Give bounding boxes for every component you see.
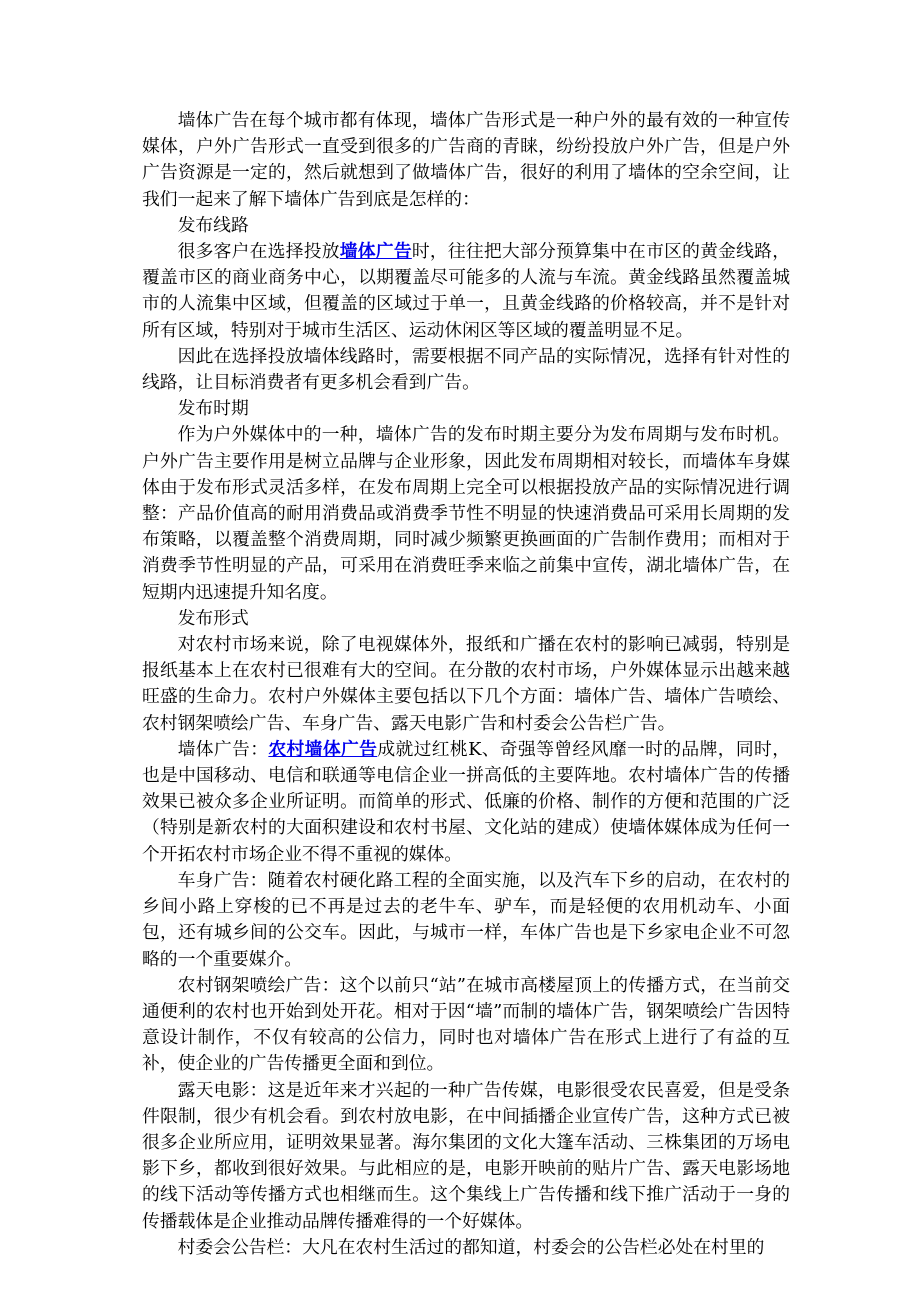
form-paragraph: 对农村市场来说，除了电视媒体外，报纸和广播在农村的影响已减弱，特别是报纸基本上在农村已很难有大的空间。在分散的农村市场，户外媒体显示出越来越旺盛的生命力。农村户外媒体主要包括以下几个方面：墙体广告、墙体广告喷绘、农村钢架喷绘广告、车身广告、露天电影广告和村委会公告栏广告。	[142, 634, 790, 734]
document-page	[142, 108, 790, 1261]
route-text-before: 很多客户在选择投放	[177, 241, 340, 263]
village-board-paragraph: 村委会公告栏：大凡在农村生活过的都知道，村委会的公告栏必处在村里的	[177, 1236, 765, 1258]
steel-frame-ad-paragraph: 农村钢架喷绘广告：这个以前只“站”在城市高楼屋顶上的传播方式，在当前交通便利的农村也开始到处开花。相对于因“墙”而制的墙体广告，钢架喷绘广告因特意设计制作，不仅有较高的公信力，同时也对墙体广告在形式上进行了有益的互补，使企业的广告传播更全面和到位。	[142, 974, 790, 1075]
wall-ad-text-before: 墙体广告：	[177, 738, 269, 760]
wall-ad-text-after: 成就过红桃K、奇强等曾经风靡一时的品牌，同时，也是中国移动、电信和联通等电信企业一拼高低的主要阵地。农村墙体广告的传播效果已被众多企业所证明。而简单的形式、低廉的价格、制作的方便和范围的广泛（特别是新农村的大面积建设和农村书屋、文化站的建成）使墙体媒体成为任何一个开拓农村市场企业不得不重视的媒体。	[142, 738, 790, 865]
heading-publish-form: 发布形式	[177, 607, 249, 629]
wall-ad-paragraph	[142, 737, 790, 868]
route-paragraph	[142, 239, 790, 344]
wall-ad-link[interactable]: 墙体广告	[339, 241, 412, 263]
intro-paragraph: 墙体广告在每个城市都有体现，墙体广告形式是一种户外的最有效的一种宣传媒体，户外广告形式一直受到很多的广告商的青睐，纷纷投放户外广告，但是户外广告资源是一定的，然后就想到了做墙体广告，很好的利用了墙体的空余空间，让我们一起来了解下墙体广告到底是怎样的：	[142, 110, 790, 210]
period-paragraph: 作为户外媒体中的一种，墙体广告的发布时期主要分为发布周期与发布时机。户外广告主要作用是树立品牌与企业形象，因此发布周期相对较长，而墙体车身媒体由于发布形式灵活多样，在发布周期上完全可以根据投放产品的实际情况进行调整：产品价值高的耐用消费品或消费季节性不明显的快速消费品可采用长周期的发布策略，以覆盖整个消费周期，同时减少频繁更换画面的广告制作费用；而相对于消费季节性明显的产品，可采用在消费旺季来临之前集中宣传，湖北墙体广告，在短期内迅速提升知名度。	[142, 424, 790, 603]
route-text-after: 时，往往把大部分预算集中在市区的黄金线路，覆盖市区的商业商务中心，以期覆盖尽可能多的人流与车流。黄金线路虽然覆盖城市的人流集中区域，但覆盖的区域过于单一，且黄金线路的价格较高，并不是针对所有区域，特别对于城市生活区、运动休闲区等区域的覆盖明显不足。	[142, 241, 790, 341]
vehicle-ad-paragraph: 车身广告：随着农村硬化路工程的全面实施，以及汽车下乡的启动，在农村的乡间小路上穿梭的已不再是过去的老牛车、驴车，而是轻便的农用机动车、小面包，还有城乡间的公交车。因此，与城市一样，车体广告也是下乡家电企业不可忽略的一个重要媒介。	[142, 869, 790, 970]
outdoor-movie-paragraph: 露天电影：这是近年来才兴起的一种广告传媒，电影很受农民喜爱，但是受条件限制，很少有机会看。到农村放电影，在中间插播企业宣传广告，这种方式已被很多企业所应用，证明效果显著。海尔集团的文化大篷车活动、三株集团的万场电影下乡，都收到很好效果。与此相应的是，电影开映前的贴片广告、露天电影场地的线下活动等传播方式也相继而生。这个集线上广告传播和线下推广活动于一身的传播载体是企业推动品牌传播难得的一个好媒体。	[142, 1079, 790, 1232]
route-conclusion-paragraph: 因此在选择投放墙体线路时，需要根据不同产品的实际情况，选择有针对性的线路，让目标消费者有更多机会看到广告。	[142, 345, 790, 394]
rural-wall-ad-link[interactable]: 农村墙体广告	[268, 738, 378, 760]
heading-publish-period: 发布时期	[177, 398, 249, 420]
heading-publish-route: 发布线路	[177, 214, 249, 236]
